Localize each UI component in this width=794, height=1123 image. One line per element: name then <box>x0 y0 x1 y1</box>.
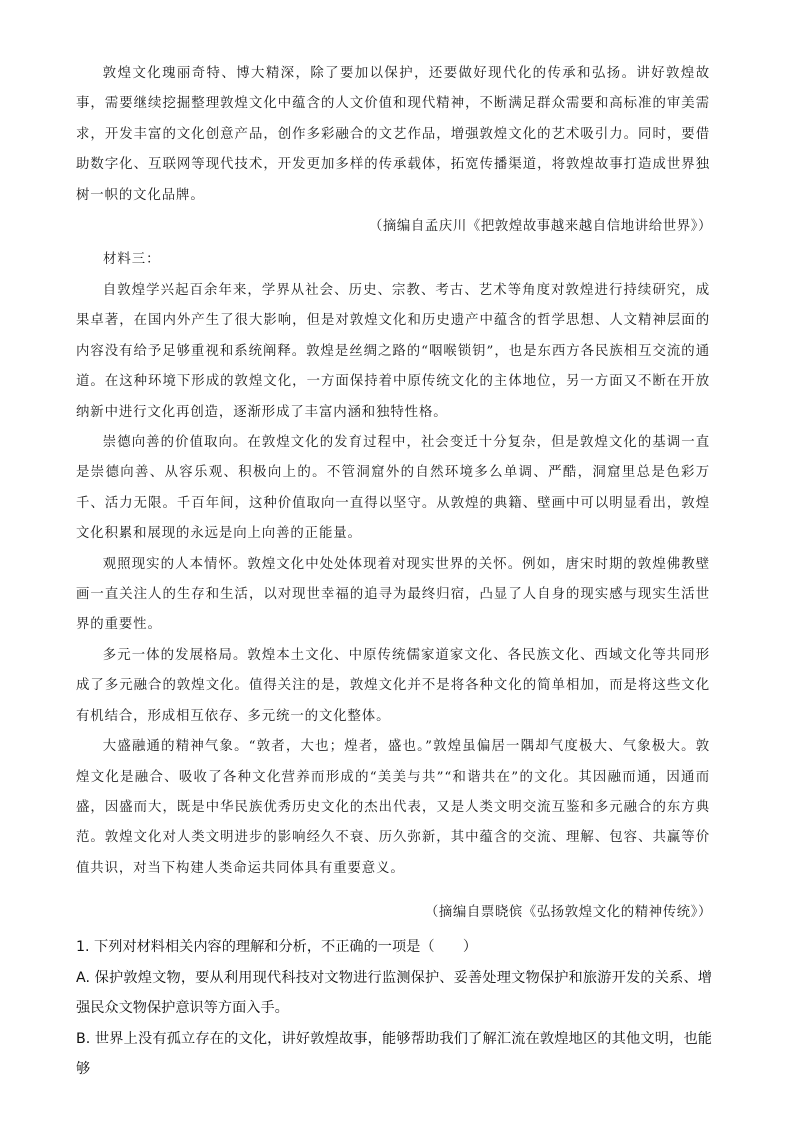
body-paragraph: 观照现实的人本情怀。敦煌文化中处处体现着对现实世界的关怀。例如，唐宋时期的敦煌佛教壁画一直关注人的生存和生活，以对现世幸福的追寻为最终归宿，凸显了人自身的现实感与现实生活世界的重要性。 <box>76 556 710 633</box>
section2-citation: （摘编自票晓傧《弘扬敦煌文化的精神传统》） <box>424 905 712 920</box>
option-a: A. 保护敦煌文物，要从利用现代科技对文物进行监测保护、妥善处理文物保护和旅游开发的关系、增强民众文物保护意识等方面入手。 <box>76 969 712 1017</box>
body-paragraph: 自敦煌学兴起百余年来，学界从社会、历史、宗教、考古、艺术等角度对敦煌进行持续研究，成果卓著，在国内外产生了很大影响，但是对敦煌文化和历史遗产中蕴含的哲学思想、人文精神层面的内容没有给予足够重视和系统阐释。敦煌是丝绸之路的“咽喉锁钥”，也是东西方各民族相互交流的通道。在这种环境下形成的敦煌文化，一方面保持着中原传统文化的主体地位，另一方面又不断在开放纳新中进行文化再创造，逐渐形成了丰富内涵和独特性格。 <box>76 283 710 420</box>
body-paragraph: 大盛融通的精神气象。“敦者，大也；煌者，盛也。”敦煌虽偏居一隅却气度极大、气象极大。敦煌文化是融合、吸收了各种文化营养而形成的“美美与共”“和谐共在”的文化。其因融而通，因通而盛，因盛而大，既是中华民族优秀历史文化的杰出代表，又是人类文明交流互鉴和多元融合的东方典范。敦煌文化对人类文明进步的影响经久不衰、历久弥新，其中蕴含的交流、理解、包容、共赢等价值共识，对当下构建人类命运共同体具有重要意义。 <box>76 739 710 876</box>
body-paragraph: 崇德向善的价值取向。在敦煌文化的发育过程中，社会变迁十分复杂，但是敦煌文化的基调一直是崇德向善、从容乐观、积极向上的。不管洞窟外的自然环境多么单调、严酷，洞窟里总是色彩万千、活力无限。千百年间，这种价值取向一直得以坚守。从敦煌的典籍、壁画中可以明显看出，敦煌文化积累和展现的永远是向上向善的正能量。 <box>76 435 710 542</box>
body-paragraph: 多元一体的发展格局。敦煌本土文化、中原传统儒家道家文化、各民族文化、西域文化等共同形成了多元融合的敦煌文化。值得关注的是，敦煌文化并不是将各种文化的简单相加，而是将这些文化有机结合，形成相互依存、多元统一的文化整体。 <box>76 647 710 724</box>
section1-body <box>76 59 710 211</box>
material-3-heading: 材料三： <box>103 252 161 267</box>
question-1-stem: 1. 下列对材料相关内容的理解和分析，不正确的一项是（ ） <box>76 939 478 955</box>
section1-citation: （摘编自孟庆川《把敦煌故事越来越自信地讲给世界》） <box>368 219 712 234</box>
question-block <box>76 932 712 1085</box>
section2-body <box>76 276 710 884</box>
section1-paragraph: 敦煌文化瑰丽奇特、博大精深，除了要加以保护，还要做好现代化的传承和弘扬。讲好敦煌故事，需要继续挖掘整理敦煌文化中蕴含的人文价值和现代精神，不断满足群众需要和高标准的审美需求，开发丰富的文化创意产品，创作多彩融合的文艺作品，增强敦煌文化的艺术吸引力。同时，要借助数字化、互联网等现代技术，开发更加多样的传承载体，拓宽传播渠道，将敦煌故事打造成世界独树一帜的文化品牌。 <box>76 66 710 203</box>
option-b: B. 世界上没有孤立存在的文化，讲好敦煌故事，能够帮助我们了解汇流在敦煌地区的其他文明，也能够 <box>76 1030 712 1078</box>
